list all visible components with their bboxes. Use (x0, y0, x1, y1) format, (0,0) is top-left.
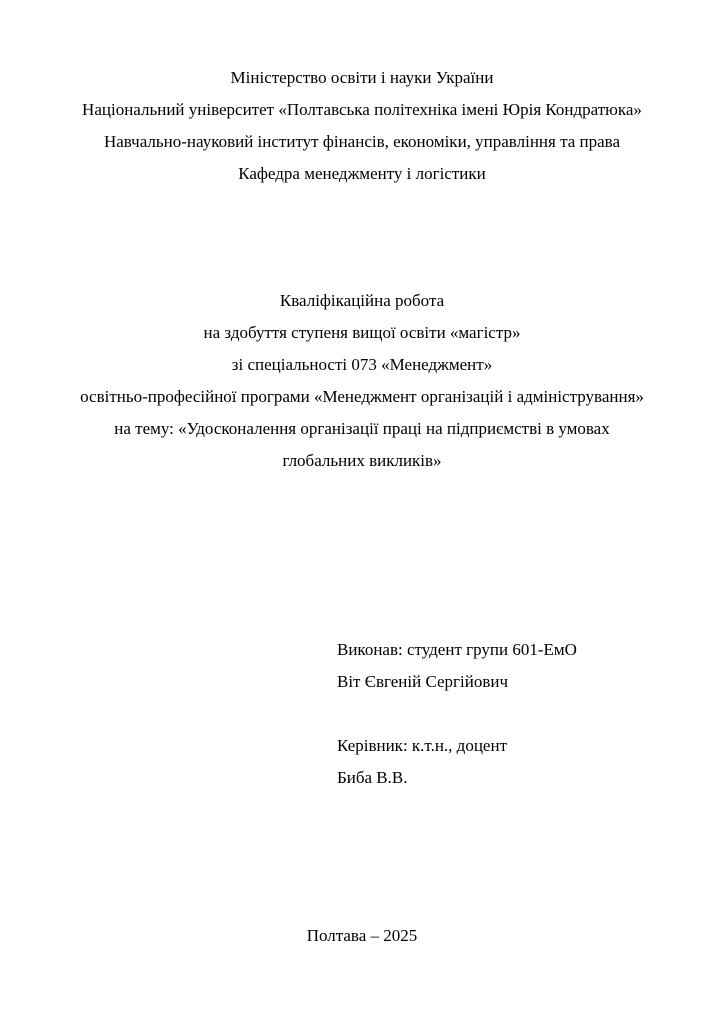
city-year-line: Полтава – 2025 (306, 926, 418, 945)
ministry-line: Міністерство освіти і науки України (230, 68, 494, 87)
university-line: Національний університет «Полтавська політехніка імені Юрія Кондратюка» (82, 100, 642, 119)
author-block-spacer (337, 698, 694, 730)
department-line: Кафедра менеджменту і логістики (238, 164, 486, 183)
program-line: освітньо-професійної програми «Менеджмент організацій і адміністрування» (80, 387, 644, 406)
work-type-line: Кваліфікаційна робота (279, 291, 445, 310)
specialty-line: зі спеціальності 073 «Менеджмент» (231, 355, 493, 374)
executor-name-line: Віт Євгеній Сергійович (337, 672, 509, 691)
author-block (337, 634, 694, 794)
thesis-title-block (30, 285, 694, 477)
institution-header (30, 62, 694, 190)
supervisor-line: Керівник: к.т.н., доцент (337, 736, 507, 755)
institute-line: Навчально-науковий інститут фінансів, економіки, управління та права (103, 132, 621, 151)
topic-line-1: на тему: «Удосконалення організації праці на підприємстві в умовах (114, 419, 610, 438)
degree-line: на здобуття ступеня вищої освіти «магістр» (203, 323, 521, 342)
supervisor-name-line: Биба В.В. (337, 768, 408, 787)
topic-line-2: глобальних викликів» (282, 451, 442, 470)
executor-line: Виконав: студент групи 601-ЕмО (337, 640, 577, 659)
